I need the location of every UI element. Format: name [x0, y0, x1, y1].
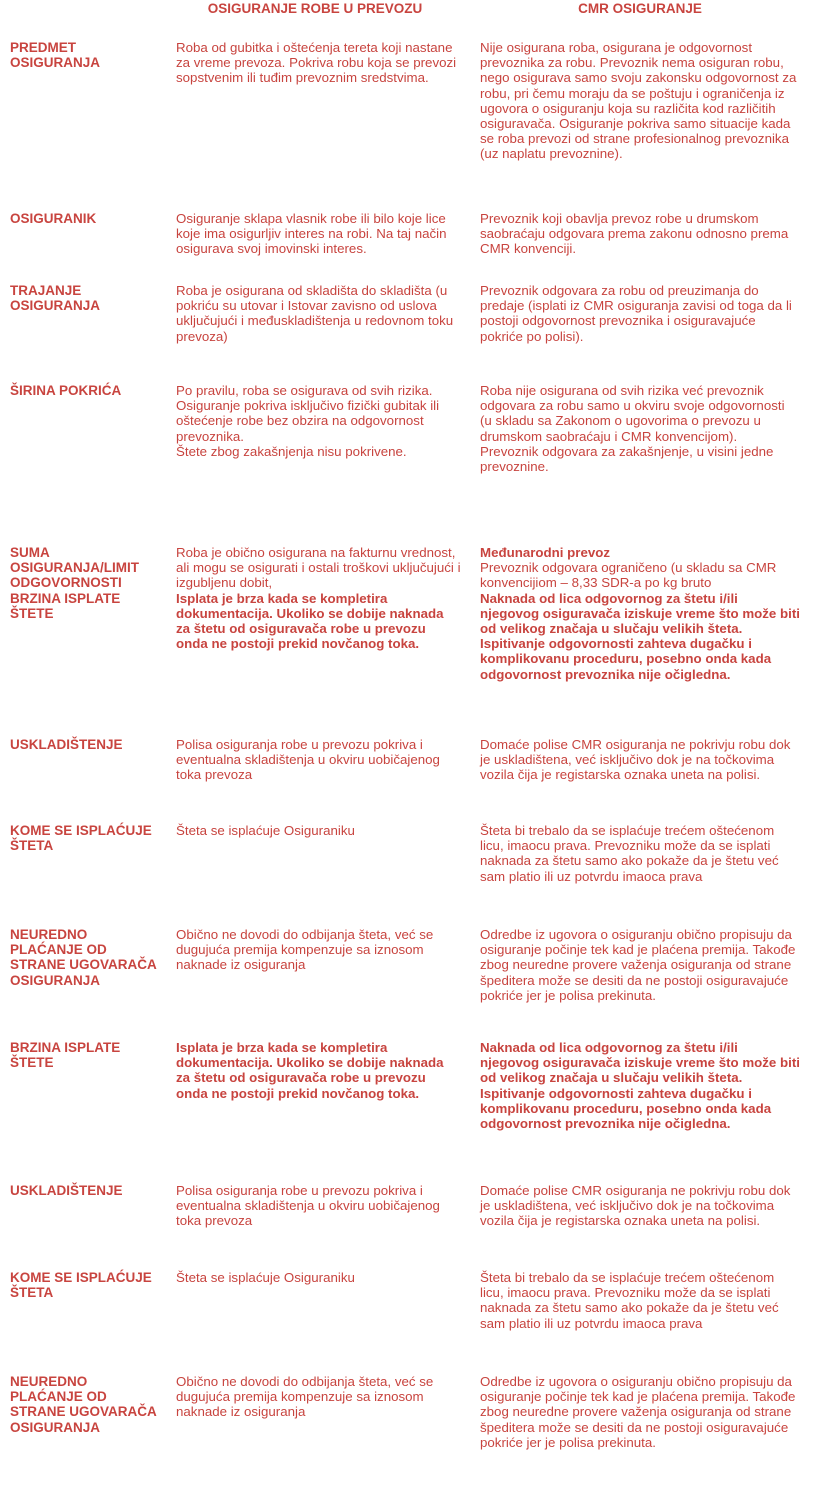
cmr-insurance-cell: [480, 545, 800, 682]
cell-paragraph: Prevoznik odgovara za robu od preuzimanja do predaje (isplati iz CMR osiguranja zavisi od toga da li postoji odgovornost prevoznika i osiguravajuće pokriće po polisi).: [480, 283, 792, 344]
cell-paragraph: Nije osigurana roba, osigurana je odgovornost prevoznika za robu. Prevoznik nema osiguran robu, nego osigurava samo svoju zakonsku odgovornost za robu, pri čemu moraju da se poštuju i ograničenja iz ugovora o osiguranju koja su različita kod različitih osiguravača. Osiguranje pokriva samo situacije kada se roba prevozi od strane profesionalnog prevoznika (uz naplatu prevoznine).: [480, 40, 797, 162]
cell-paragraph: Odredbe iz ugovora o osiguranju obično propisuju da osiguranje počinje tek kad je plaćena premija. Takođe zbog neuredne provere važenja osiguranja od strane špeditera može se desiti da ne postoji osiguravajuće pokriće jer je polisa prekinuta.: [480, 1374, 796, 1450]
cargo-insurance-cell: [176, 1374, 461, 1420]
cell-paragraph: Štete zbog zakašnjenja nisu pokrivene.: [176, 443, 407, 459]
cargo-insurance-cell: [176, 211, 461, 257]
cargo-insurance-cell: [176, 927, 461, 973]
cargo-insurance-cell: [176, 283, 461, 344]
cell-paragraph: Polisa osiguranja robe u prevozu pokriva i eventualna skladištenja u okviru uobičajenog toka prevoza: [176, 1183, 440, 1229]
cell-paragraph: Obično ne dovodi do odbijanja šteta, već se dugujuća premija kompenzuje sa iznosom naknade iz osiguranja: [176, 1374, 434, 1420]
cell-paragraph: Roba je obično osigurana na fakturnu vrednost, ali mogu se osigurati i ostali troškovi uključujući i izgubljenu dobit,: [176, 545, 461, 591]
cmr-insurance-cell: [480, 383, 800, 474]
cell-paragraph: Polisa osiguranja robe u prevozu pokriva i eventualna skladištenja u okviru uobičajenog toka prevoza: [176, 737, 440, 783]
cmr-insurance-cell: [480, 1270, 800, 1331]
row-label: TRAJANJE OSIGURANJA: [10, 283, 101, 314]
cmr-insurance-cell: [480, 737, 800, 783]
cmr-insurance-cell: [480, 927, 800, 1003]
cell-paragraph: Po pravilu, roba se osigurava od svih rizika. Osiguranje pokriva isključivo fizički gubitak ili oštećenje robe bez obzira na odgovornost prevoznika.: [176, 383, 440, 444]
cmr-insurance-cell: [480, 283, 800, 344]
cell-paragraph: Isplata je brza kada se kompletira dokumentacija. Ukoliko se dobije naknada za štetu od osiguravača robe u prevozu onda ne postoji prekid novčanog toka.: [176, 590, 444, 652]
cell-paragraph: Roba nije osigurana od svih rizika već prevoznik odgovara za robu samo u okviru svoje odgovornosti (u skladu sa Zakonom o ugovorima o prevozu u drumskom saobraćaju i CMR konvencijom).: [480, 383, 785, 444]
cmr-insurance-cell: [480, 1183, 800, 1229]
cargo-insurance-cell: [176, 737, 461, 783]
cmr-insurance-cell: [480, 823, 800, 884]
cmr-insurance-cell: [480, 40, 800, 162]
cell-paragraph: Obično ne dovodi do odbijanja šteta, već se dugujuća premija kompenzuje sa iznosom naknade iz osiguranja: [176, 927, 434, 973]
cell-paragraph: Šteta se isplaćuje Osiguraniku: [176, 1270, 355, 1285]
column-header-cmr-insurance: CMR OSIGURANJE: [578, 1, 702, 16]
cell-paragraph: Odredbe iz ugovora o osiguranju obično propisuju da osiguranje počinje tek kad je plaćena premija. Takođe zbog neuredne provere važenja osiguranja od strane špeditera može se desiti da ne postoji osiguravajuće pokriće jer je polisa prekinuta.: [480, 927, 796, 1003]
row-label: ŠIRINA POKRIĆA: [10, 383, 122, 398]
row-label: NEUREDNO PLAĆANJE OD STRANE UGOVARAČA OSIGURANJA: [10, 927, 157, 988]
cell-paragraph: Šteta se isplaćuje Osiguraniku: [176, 823, 355, 838]
cell-paragraph: Šteta bi trebalo da se isplaćuje trećem oštećenom licu, imaocu prava. Prevozniku može da se isplati naknada za štetu samo ako pokaže da je štetu već sam platio ili uz potvrdu imaoca prava: [480, 823, 779, 884]
cargo-insurance-cell: [176, 383, 461, 459]
row-label: NEUREDNO PLAĆANJE OD STRANE UGOVARAČA OSIGURANJA: [10, 1374, 157, 1435]
row-label: SUMA OSIGURANJA/LIMIT ODGOVORNOSTI BRZINA ISPLATE ŠTETE: [10, 545, 140, 621]
cell-paragraph: Međunarodni prevoz: [480, 545, 611, 560]
cell-paragraph: Domaće polise CMR osiguranja ne pokrivju robu dok je uskladištena, već isključivo dok je na točkovima vozila čija je registarska oznaka uneta na polisi.: [480, 1183, 791, 1229]
cell-paragraph: Roba od gubitka i oštećenja tereta koji nastane za vreme prevoza. Pokriva robu koja se prevozi sopstvenim ili tuđim prevoznim sredstvima.: [176, 40, 457, 86]
cargo-insurance-cell: [176, 1040, 461, 1101]
cmr-insurance-cell: [480, 211, 800, 257]
cell-paragraph: Naknada od lica odgovornog za štetu i/ili njegovog osiguravača iziskuje vreme što može biti od velikog značaja u slučaju velikih šteta. Ispitivanje odgovornosti zahteva dugačku i komplikovanu proceduru, posebno onda kada odgovornost prevoznika nije očigledna.: [480, 590, 800, 682]
cell-paragraph: Šteta bi trebalo da se isplaćuje trećem oštećenom licu, imaocu prava. Prevozniku može da se isplati naknada za štetu samo ako pokaže da je štetu već sam platio ili uz potvrdu imaoca prava: [480, 1270, 779, 1331]
cell-paragraph: Isplata je brza kada se kompletira dokumentacija. Ukoliko se dobije naknada za štetu od osiguravača robe u prevozu onda ne postoji prekid novčanog toka.: [176, 1040, 444, 1101]
row-label: KOME SE ISPLAĆUJE ŠTETA: [10, 823, 152, 854]
cargo-insurance-cell: [176, 823, 461, 838]
cell-paragraph: Prevoznik odgovara za zakašnjenje, u visini jedne prevoznine.: [480, 443, 774, 475]
cargo-insurance-cell: [176, 1270, 461, 1285]
cell-paragraph: Domaće polise CMR osiguranja ne pokrivju robu dok je uskladištena, već isključivo dok je na točkovima vozila čija je registarska oznaka uneta na polisi.: [480, 737, 791, 783]
column-header-cargo-insurance: OSIGURANJE ROBE U PREVOZU: [207, 1, 423, 16]
cell-paragraph: Naknada od lica odgovornog za štetu i/ili njegovog osiguravača iziskuje vreme što može biti od velikog značaja u slučaju velikih šteta. Ispitivanje odgovornosti zahteva dugačku i komplikovanu proceduru, posebno onda kada odgovornost prevoznika nije očigledna.: [480, 1040, 800, 1132]
row-label: OSIGURANIK: [10, 211, 97, 226]
cmr-insurance-cell: [480, 1374, 800, 1450]
row-label: KOME SE ISPLAĆUJE ŠTETA: [10, 1270, 152, 1301]
cmr-insurance-cell: [480, 1040, 800, 1131]
cell-paragraph: Osiguranje sklapa vlasnik robe ili bilo koje lice koje ima osigurljiv interes na robi. Na taj način osigurava svoj imovinski interes.: [176, 211, 447, 257]
row-label: USKLADIŠTENJE: [10, 737, 123, 752]
cargo-insurance-cell: [176, 1183, 461, 1229]
row-label: USKLADIŠTENJE: [10, 1183, 123, 1198]
cargo-insurance-cell: [176, 545, 461, 651]
cell-paragraph: Roba je osigurana od skladišta do skladišta (u pokriću su utovar i Istovar zavisno od uslova uključujući i međuskladištenja u redovnom toku prevoza): [176, 283, 454, 344]
cell-paragraph: Prevoznik odgovara ograničeno (u skladu sa CMR konvencijiom – 8,33 SDR-a po kg bruto: [480, 560, 777, 591]
row-label: PREDMET OSIGURANJA: [10, 40, 101, 71]
cell-paragraph: Prevoznik koji obavlja prevoz robe u drumskom saobraćaju odgovara prema zakonu odnosno prema CMR konvenciji.: [480, 211, 789, 257]
row-label: BRZINA ISPLATE ŠTETE: [10, 1040, 121, 1071]
cargo-insurance-cell: [176, 40, 461, 86]
